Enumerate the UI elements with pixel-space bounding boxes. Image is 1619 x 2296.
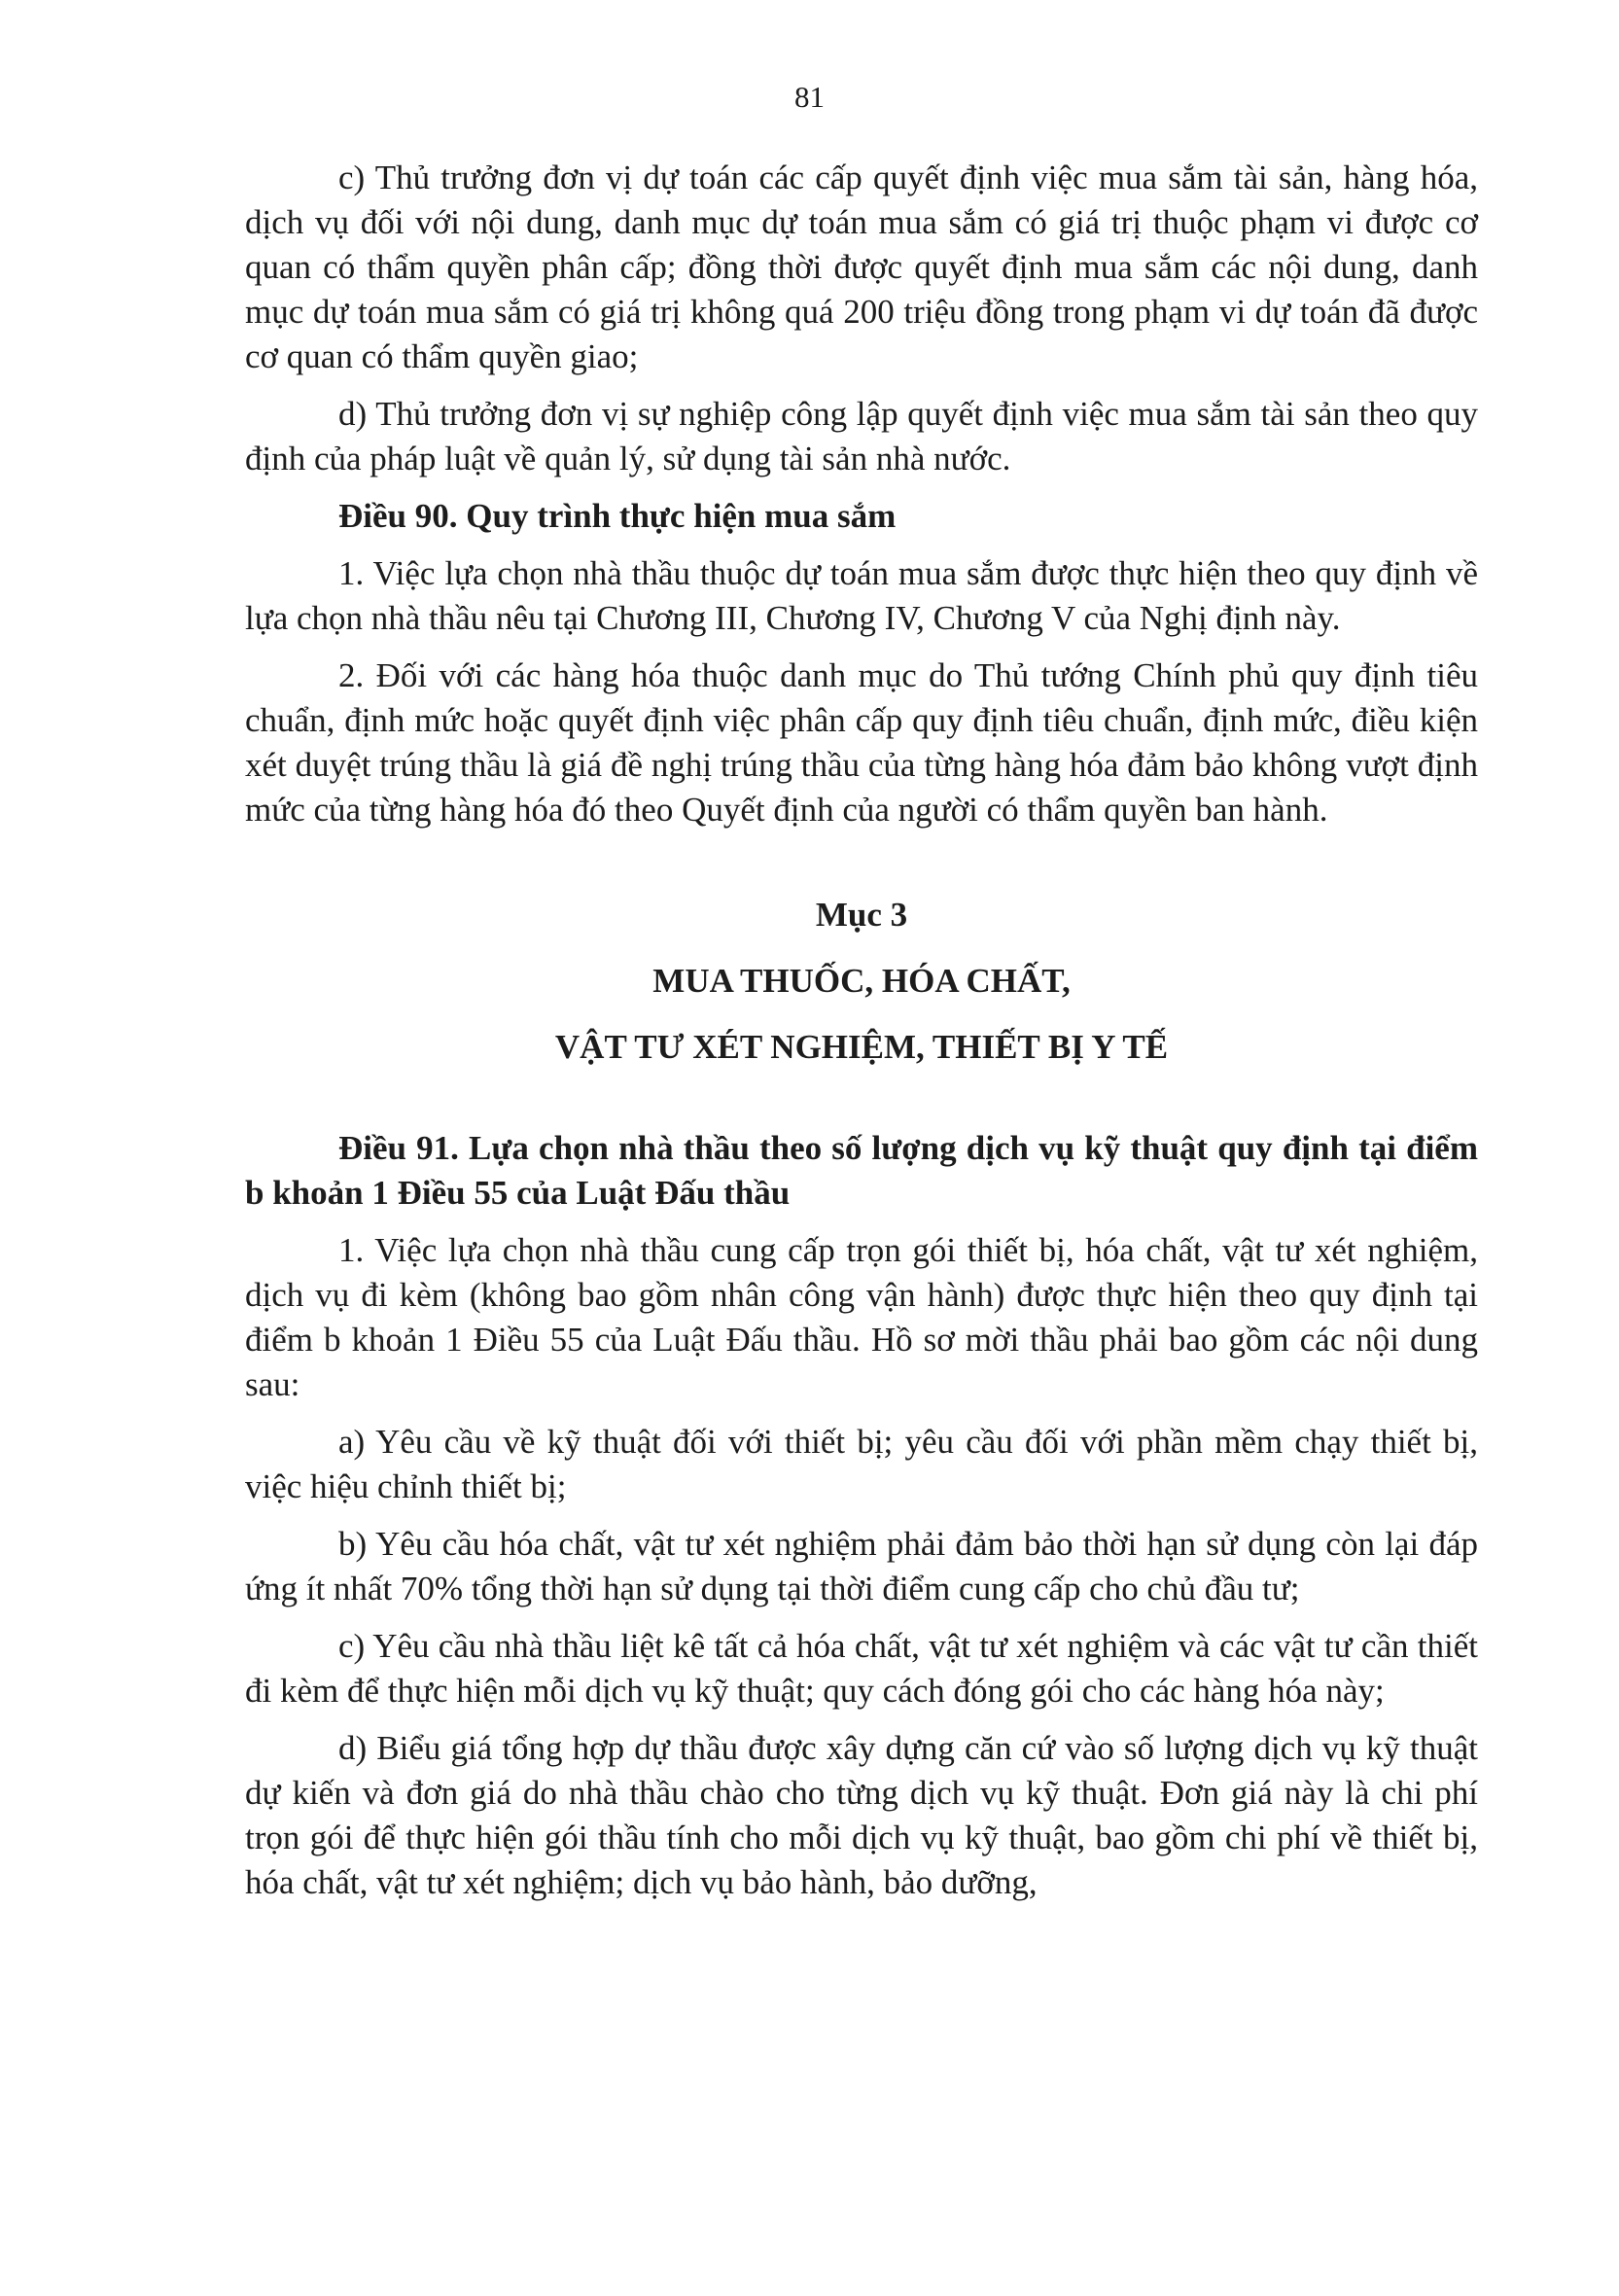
- article-91-heading: Điều 91. Lựa chọn nhà thầu theo số lượng dịch vụ kỹ thuật quy định tại điểm b khoản 1 Điều 55 của Luật Đấu thầu: [245, 1129, 1478, 1212]
- article-91-point-c: c) Yêu cầu nhà thầu liệt kê tất cả hóa chất, vật tư xét nghiệm và các vật tư cần thiết đi kèm để thực hiện mỗi dịch vụ kỹ thuật; quy cách đóng gói cho các hàng hóa này;: [245, 1627, 1478, 1710]
- paragraph-c: c) Thủ trưởng đơn vị dự toán các cấp quyết định việc mua sắm tài sản, hàng hóa, dịch vụ đối với nội dung, danh mục dự toán mua sắm có giá trị thuộc phạm vi được cơ quan có thẩm quyền phân cấp; đồng thời được quyết định mua sắm các nội dung, danh mục dự toán mua sắm có giá trị không quá 200 triệu đồng trong phạm vi dự toán đã được cơ quan có thẩm quyền giao;: [245, 159, 1478, 375]
- article-90-heading: Điều 90. Quy trình thực hiện mua sắm: [338, 497, 897, 535]
- section-title-line-1: MUA THUỐC, HÓA CHẤT,: [652, 962, 1071, 1000]
- page-number: 81: [794, 80, 825, 114]
- article-91-clause-1: 1. Việc lựa chọn nhà thầu cung cấp trọn gói thiết bị, hóa chất, vật tư xét nghiệm, dịch vụ đi kèm (không bao gồm nhân công vận hành) được thực hiện theo quy định tại điểm b khoản 1 Điều 55 của Luật Đấu thầu. Hồ sơ mời thầu phải bao gồm các nội dung sau:: [245, 1231, 1478, 1403]
- article-90-clause-1: 1. Việc lựa chọn nhà thầu thuộc dự toán mua sắm được thực hiện theo quy định về lựa chọn nhà thầu nêu tại Chương III, Chương IV, Chương V của Nghị định này.: [245, 554, 1478, 637]
- section-heading: [245, 893, 1478, 1070]
- section-title-line-2: VẬT TƯ XÉT NGHIỆM, THIẾT BỊ Y TẾ: [554, 1028, 1169, 1066]
- article-91-point-d: d) Biểu giá tổng hợp dự thầu được xây dựng căn cứ vào số lượng dịch vụ kỹ thuật dự kiến và đơn giá do nhà thầu chào cho từng dịch vụ kỹ thuật. Đơn giá này là chi phí trọn gói để thực hiện gói thầu tính cho mỗi dịch vụ kỹ thuật, bao gồm chi phí về thiết bị, hóa chất, vật tư xét nghiệm; dịch vụ bảo hành, bảo dưỡng,: [245, 1729, 1478, 1901]
- section-label: Mục 3: [815, 896, 908, 934]
- article-91-point-b: b) Yêu cầu hóa chất, vật tư xét nghiệm phải đảm bảo thời hạn sử dụng còn lại đáp ứng ít nhất 70% tổng thời hạn sử dụng tại thời điểm cung cấp cho chủ đầu tư;: [245, 1525, 1478, 1607]
- document-body: [245, 156, 1478, 1918]
- article-90-clause-2: 2. Đối với các hàng hóa thuộc danh mục do Thủ tướng Chính phủ quy định tiêu chuẩn, định mức hoặc quyết định việc phân cấp quy định tiêu chuẩn, định mức, điều kiện xét duyệt trúng thầu là giá đề nghị trúng thầu của từng hàng hóa đảm bảo không vượt định mức của từng hàng hóa đó theo Quyết định của người có thẩm quyền ban hành.: [245, 656, 1478, 829]
- paragraph-d: d) Thủ trưởng đơn vị sự nghiệp công lập quyết định việc mua sắm tài sản theo quy định của pháp luật về quản lý, sử dụng tài sản nhà nước.: [245, 395, 1478, 477]
- article-91-point-a: a) Yêu cầu về kỹ thuật đối với thiết bị; yêu cầu đối với phần mềm chạy thiết bị, việc hiệu chỉnh thiết bị;: [245, 1423, 1478, 1505]
